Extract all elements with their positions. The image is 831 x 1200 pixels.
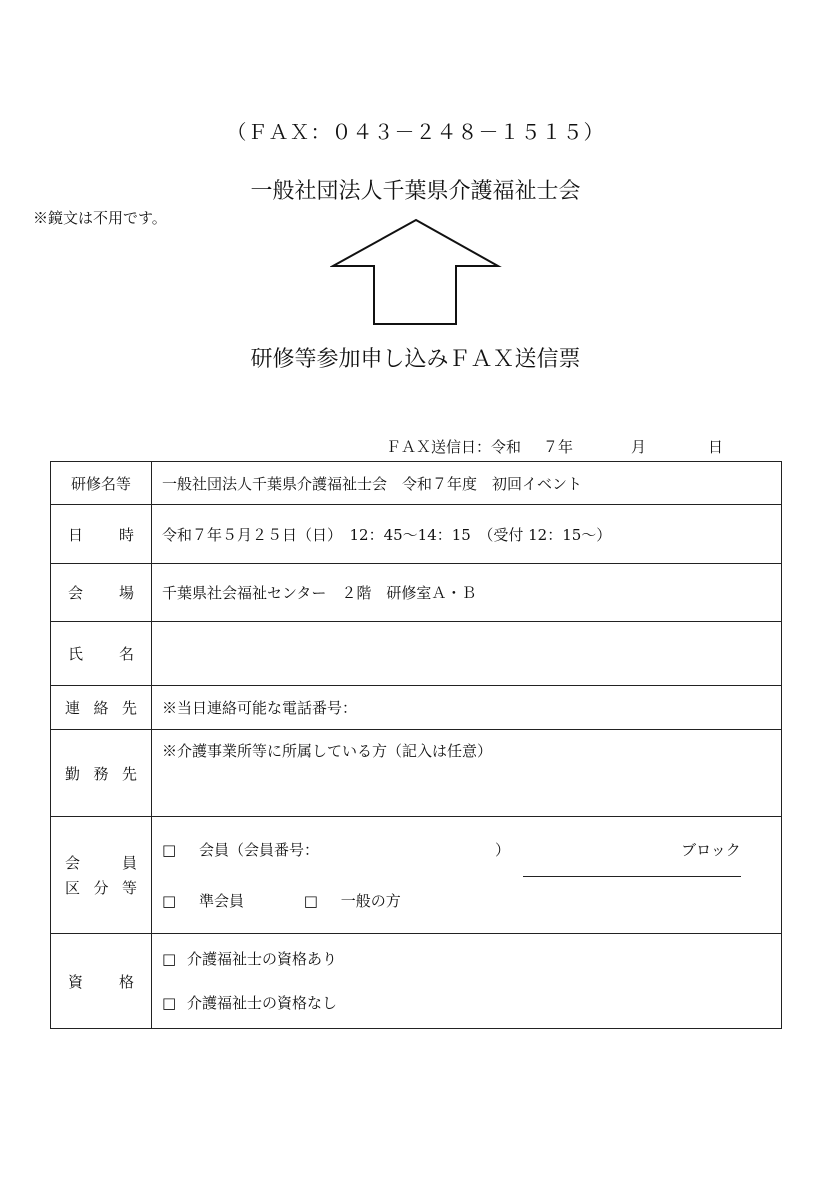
organization-name: 一般社団法人千葉県介護福祉士会 [250, 179, 581, 204]
send-date-month: 月 [631, 438, 647, 456]
membership-label-cell [51, 817, 152, 934]
name-label: 氏 名 [68, 645, 134, 663]
block-label: ブロック [681, 841, 741, 859]
workplace-field[interactable]: ※介護事業所等に所属している方（記入は任意） [152, 730, 782, 817]
form-row-workplace [51, 730, 782, 817]
venue-label-cell [51, 564, 152, 622]
associate-checkbox[interactable]: □ [162, 892, 177, 910]
member-label: 会員（会員番号： [198, 841, 319, 859]
form-row-datetime [51, 505, 782, 564]
datetime-label: 日 時 [68, 525, 134, 544]
venue-label: 会 場 [68, 584, 134, 602]
name-field[interactable] [152, 622, 782, 686]
membership-options [152, 817, 782, 934]
unqualified-checkbox[interactable]: □ [162, 994, 177, 1012]
application-form [50, 461, 782, 1029]
member-option-row [162, 824, 781, 876]
form-row-name [51, 622, 782, 686]
datetime-label-cell [51, 505, 152, 564]
contact-label-cell [51, 686, 152, 730]
up-arrow-icon [330, 218, 502, 328]
training-label: 研修名等 [51, 462, 152, 505]
associate-label: 準会員 [198, 892, 244, 910]
unqualified-label: 介護福祉士の資格なし [186, 994, 337, 1012]
fax-number: （ＦＡＸ：０４３－２４８－１５１５） [226, 120, 605, 144]
form-row-venue [51, 564, 782, 622]
contact-field[interactable]: ※当日連絡可能な電話番号： [152, 686, 782, 730]
member-close-paren: ） [494, 841, 510, 859]
general-checkbox[interactable]: □ [303, 892, 318, 910]
name-label-cell [51, 622, 152, 686]
block-field[interactable] [523, 824, 741, 877]
membership-label-line2: 区分等 [65, 879, 137, 897]
form-row-contact [51, 686, 782, 730]
form-row-training [51, 462, 782, 505]
qualification-label-cell [51, 934, 152, 1029]
qualified-label: 介護福祉士の資格あり [186, 950, 337, 968]
general-label: 一般の方 [340, 892, 401, 910]
qualification-label: 資 格 [68, 972, 134, 991]
qualified-checkbox[interactable]: □ [162, 950, 177, 968]
training-value: 一般社団法人千葉県介護福祉士会 令和７年度 初回イベント [152, 462, 782, 505]
venue-value: 千葉県社会福祉センター ２階 研修室Ａ・Ｂ [152, 564, 782, 622]
form-title: 研修等参加申し込みＦＡＸ送信票 [250, 347, 581, 372]
contact-label: 連絡先 [65, 699, 137, 717]
workplace-label: 勤務先 [65, 764, 137, 783]
unqualified-option [162, 981, 781, 1025]
qualified-option [162, 937, 781, 981]
send-date-year: ７年 [543, 438, 574, 456]
fax-send-date [386, 436, 723, 457]
datetime-value: 令和７年５月２５日（日） 12：45～14：15 （受付 12：15～） [152, 505, 782, 564]
send-date-day: 日 [708, 438, 724, 456]
other-membership-row [162, 876, 781, 926]
form-row-qualification [51, 934, 782, 1029]
workplace-label-cell [51, 730, 152, 817]
cover-letter-note: ※鏡文は不用です。 [33, 209, 167, 227]
membership-label-line1: 会 員 [65, 854, 137, 872]
form-row-membership [51, 817, 782, 934]
member-checkbox[interactable]: □ [162, 841, 177, 859]
send-date-prefix: ＦＡＸ送信日：令和 [386, 438, 522, 456]
qualification-options [152, 934, 782, 1029]
